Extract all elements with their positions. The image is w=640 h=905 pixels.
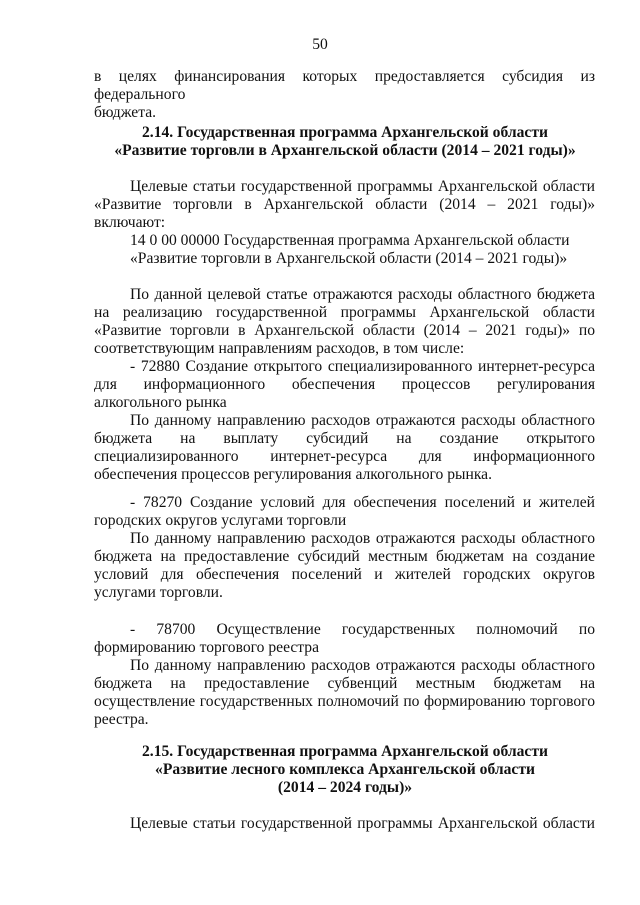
- intro-line-1: в целях финансирования которых предоставляется субсидия из федерального: [94, 68, 595, 103]
- expenses-paragraph-2-14: [94, 286, 595, 358]
- expense-item-description: По данному направлению расходов отражаются расходы областного бюджета на предоставление субсидий местным бюджетам на создание условий для обеспечения поселений и жителей городских округов услугами торговли.: [94, 530, 595, 601]
- section-2-14-heading-line-1: 2.14. Государственная программа Архангельской области: [142, 124, 548, 141]
- expense-item-description: По данному направлению расходов отражаются расходы областного бюджета на выплату субсидий на создание открытого специализированного интернет-ресурса для информационного обеспечения процессов регулирования алкогольного рынка.: [94, 412, 595, 483]
- expense-item-78270: [94, 494, 595, 602]
- section-2-14-heading: [60, 124, 630, 160]
- section-2-15-heading-line-1: 2.15. Государственная программа Архангельской области: [142, 743, 548, 760]
- program-code-line-2: «Развитие торговли в Архангельской области (2014 – 2021 годы)»: [130, 250, 568, 267]
- expense-item-title: - 78700 Осуществление государственных полномочий по формированию торгового реестра: [94, 621, 595, 656]
- expense-item-title: - 72880 Создание открытого специализированного интернет-ресурса для информационного обеспечения процессов регулирования алкогольного рынка: [94, 358, 595, 411]
- expense-item-78700: [94, 621, 595, 729]
- program-code-line-1: 14 0 00 00000 Государственная программа Архангельской области: [130, 232, 570, 249]
- targets-intro-2-15-line: Целевые статьи государственной программы Архангельской области: [130, 815, 595, 832]
- expense-item-description: По данному направлению расходов отражаются расходы областного бюджета на предоставление субвенций местным бюджетам на осуществление государственных полномочий по формированию торгового реестра.: [94, 657, 595, 728]
- expense-item-72880: [94, 358, 595, 484]
- page-number: 50: [312, 36, 328, 53]
- expense-item-title: - 78270 Создание условий для обеспечения поселений и жителей городских округов услугами торговли: [94, 494, 595, 529]
- targets-intro-2-14: [94, 178, 595, 232]
- intro-paragraph: [94, 68, 595, 122]
- section-2-15-heading: [60, 743, 630, 797]
- program-code-2-14: [130, 232, 610, 268]
- targets-intro-2-15: [94, 815, 595, 833]
- targets-intro-line-2: «Развитие торговли в Архангельской области (2014 – 2021 годы)» включают:: [94, 196, 595, 231]
- targets-intro-line-1: Целевые статьи государственной программы Архангельской области: [130, 178, 595, 195]
- section-2-15-heading-line-2: «Развитие лесного комплекса Архангельской области: [155, 761, 535, 778]
- intro-line-2: бюджета.: [94, 104, 157, 121]
- section-2-14-heading-line-2: «Развитие торговли в Архангельской области (2014 – 2021 годы)»: [114, 142, 576, 159]
- section-2-15-heading-line-3: (2014 – 2024 годы)»: [277, 779, 413, 796]
- expenses-paragraph: По данной целевой статье отражаются расходы областного бюджета на реализацию государственной программы Архангельской области «Развитие торговли в Архангельской области (2014 – 2021 годы)» по соответствующим направлениям расходов, в том числе:: [94, 286, 595, 357]
